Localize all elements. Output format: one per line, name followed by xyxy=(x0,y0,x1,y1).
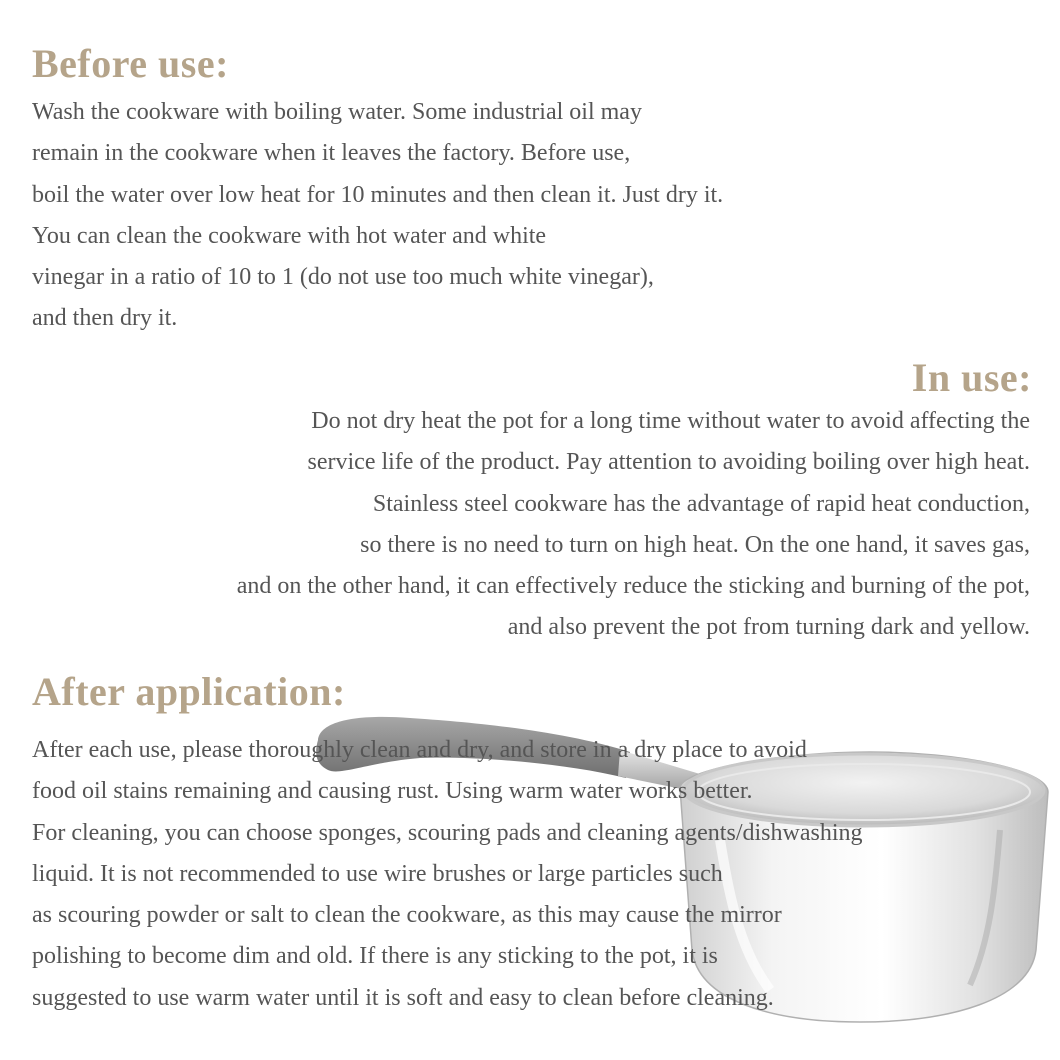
before-use-line: remain in the cookware when it leaves the factory. Before use, xyxy=(32,140,631,167)
after-application-heading: After application: xyxy=(32,669,346,714)
after-application-line: suggested to use warm water until it is soft and easy to clean before cleaning. xyxy=(32,984,774,1011)
after-application-line: polishing to become dim and old. If there is any sticking to the pot, it is xyxy=(32,943,718,970)
before-use-line: Wash the cookware with boiling water. Some industrial oil may xyxy=(32,99,642,125)
before-use-line: vinegar in a ratio of 10 to 1 (do not use too much white vinegar), xyxy=(32,264,654,291)
before-use-heading: Before use: xyxy=(32,41,229,86)
before-use-line: boil the water over low heat for 10 minutes and then clean it. Just dry it. xyxy=(32,181,724,208)
in-use-line: and on the other hand, it can effectively reduce the sticking and burning of the pot, xyxy=(236,573,1030,600)
after-application-line: After each use, please thoroughly clean and dry, and store in a dry place to avoid xyxy=(32,737,807,763)
in-use-line: service life of the product. Pay attention to avoiding boiling over high heat. xyxy=(307,449,1030,476)
after-application-text xyxy=(32,730,862,1019)
in-use-line: Do not dry heat the pot for a long time without water to avoid affecting the xyxy=(311,408,1030,434)
after-application-line: liquid. It is not recommended to use wire brushes or large particles such xyxy=(32,860,723,887)
before-use-line: You can clean the cookware with hot water and white xyxy=(32,222,547,249)
before-use-line: and then dry it. xyxy=(32,305,178,332)
in-use-text xyxy=(237,401,1030,649)
in-use-heading: In use: xyxy=(911,355,1032,400)
after-application-line: food oil stains remaining and causing rust. Using warm water works better. xyxy=(32,778,753,805)
before-use-text xyxy=(32,92,723,340)
after-application-line: as scouring powder or salt to clean the cookware, as this may cause the mirror xyxy=(32,902,782,929)
in-use-line: so there is no need to turn on high heat. On the one hand, it saves gas, xyxy=(360,531,1030,558)
in-use-line: Stainless steel cookware has the advantage of rapid heat conduction, xyxy=(372,490,1030,517)
after-application-line: For cleaning, you can choose sponges, scouring pads and cleaning agents/dishwashing xyxy=(32,819,863,846)
in-use-line: and also prevent the pot from turning dark and yellow. xyxy=(507,614,1030,641)
